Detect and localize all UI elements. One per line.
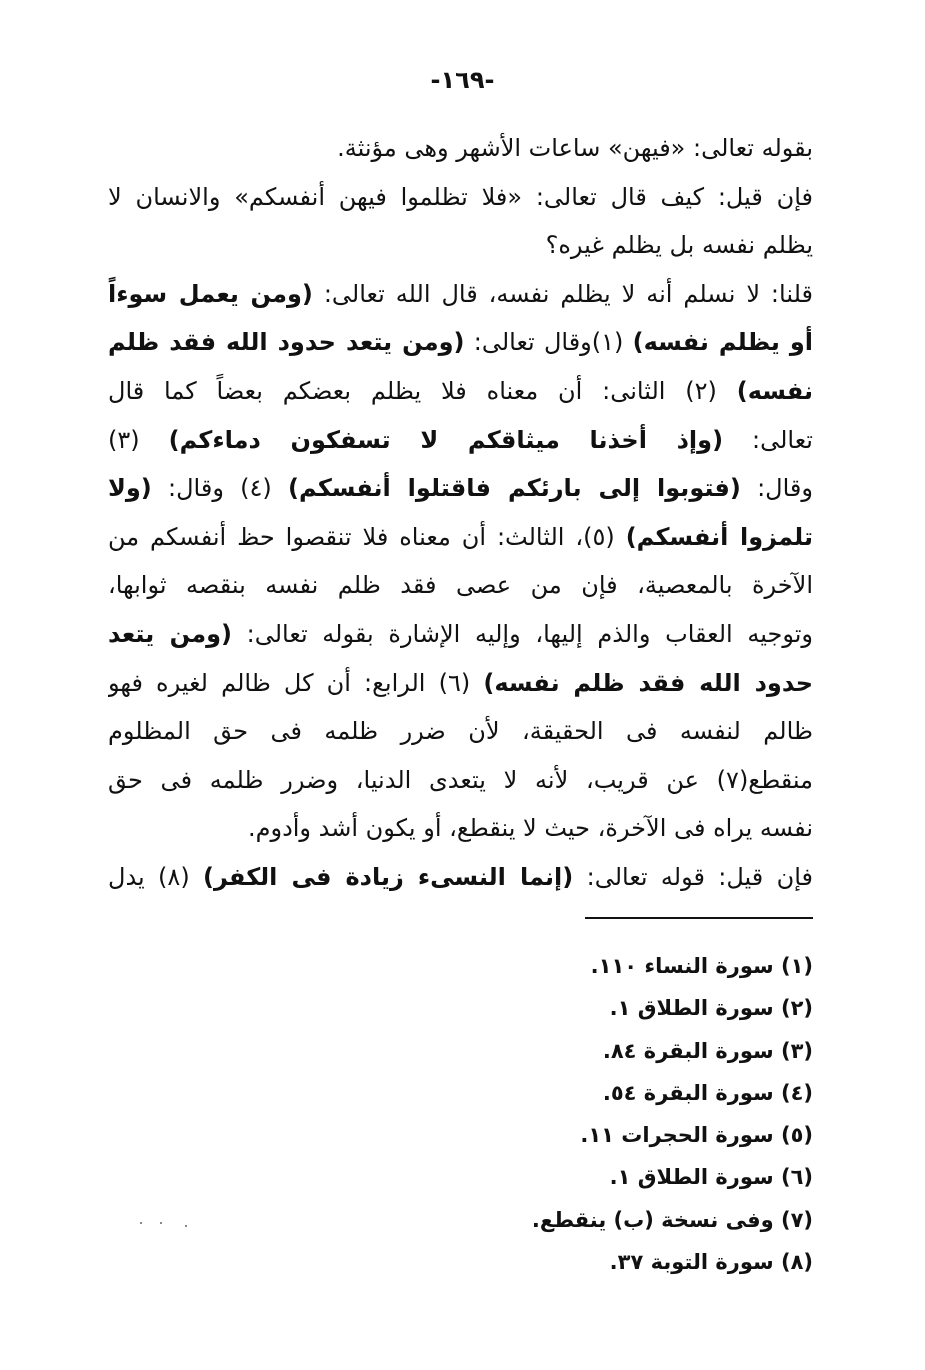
text-segment: (٣) [108,425,140,454]
text-line [108,707,813,756]
text-line [108,416,813,465]
page-number: -١٦٩- [430,66,495,94]
scan-speck [185,1225,187,1227]
text-line [108,561,813,610]
text-segment: فإن قيل: قوله تعالى: [586,862,813,891]
quran-quote: (وإذ أخذنا ميثاقكم لا تسفكون دماءكم) [168,425,724,454]
text-line [108,124,813,173]
text-segment: ظالم لنفسه فى الحقيقة، لأن ضرر ظلمه فى حق المظلوم [108,717,813,746]
footnote: (٨) سورة التوبة ٣٧. [609,1250,813,1275]
footnote: (١) سورة النساء ١١٠. [590,954,813,978]
text-line [108,659,813,708]
text-segment: منقطع(٧) عن قريب، لأنه لا يتعدى الدنيا، وضرر ظلمه فى حق [108,765,813,794]
text-segment: (٨) يدل [108,862,190,891]
footnote: (٧) وفى نسخة (ب) ينقطع. [531,1207,813,1232]
quran-quote: (ولا [108,474,152,503]
text-segment: الآخرة بالمعصية، فإن من عصى فقد ظلم نفسه بنقصه ثوابها، [108,571,813,600]
quran-quote: (ومن يتعد [108,619,232,648]
footnote: (٥) سورة الحجرات ١١. [580,1123,813,1148]
text-line [108,173,813,222]
scan-speck [160,1222,162,1224]
text-line [108,270,813,319]
text-line [108,804,813,853]
footnotes [453,945,813,1283]
quran-quote: حدود الله فقد ظلم نفسه) [483,668,813,697]
text-segment: نفسه يراه فى الآخرة، حيث لا ينقطع، أو يكون أشد وأدوم. [248,814,813,843]
body-text [108,124,813,902]
text-segment: يظلم نفسه بل يظلم غيره؟ [545,231,813,260]
quran-quote: (ومن يتعد حدود الله فقد ظلم [108,328,465,357]
quran-quote: (ومن يعمل سوءاً [108,279,313,308]
quran-quote: نفسه) [736,376,813,405]
quran-quote: (فتوبوا إلى بارئكم فاقتلوا أنفسكم) [288,474,741,503]
text-segment: بقوله تعالى: «فيهن» ساعات الأشهر وهى مؤنثة. [337,134,813,162]
text-segment: (٥)، الثالث: أن معناه فلا تنقصوا حظ أنفسكم من [108,522,615,551]
quran-quote: تلمزوا أنفسكم) [625,522,813,551]
text-line [108,367,813,416]
text-line [108,853,813,902]
text-segment: (١)وقال تعالى: [473,328,624,357]
quran-quote: أو يظلم نفسه) [632,328,813,357]
scan-speck [140,1222,142,1224]
text-segment: قلنا: لا نسلم أنه لا يظلم نفسه، قال الله تعالى: [323,279,813,308]
text-line [108,756,813,805]
text-line [108,221,813,270]
text-line [108,513,813,562]
quran-quote: (إنما النسىء زيادة فى الكفر) [203,862,574,891]
text-segment: فإن قيل: كيف قال تعالى: «فلا تظلموا فيهن أنفسكم» والانسان لا [108,182,813,211]
text-segment: (٤) وقال: [168,474,272,503]
text-segment: (٦) الرابع: أن كل ظالم لغيره فهو [108,668,471,697]
text-line [108,610,813,659]
text-segment: وقال: [757,474,813,503]
footnote: (٢) سورة الطلاق ١. [609,996,813,1021]
text-line [108,318,813,367]
footnote: (٣) سورة البقرة ٨٤. [602,1038,813,1063]
text-segment: تعالى: [752,425,813,454]
text-segment: وتوجيه العقاب والذم إليها، وإليه الإشارة بقوله تعالى: [246,619,813,648]
footnote: (٤) سورة البقرة ٥٤. [602,1080,813,1105]
footnote: (٦) سورة الطلاق ١. [609,1165,813,1190]
text-line [108,464,813,513]
text-segment: (٢) الثانى: أن معناه فلا يظلم بعضكم بعضاً كما قال [108,376,717,405]
footnote-rule [585,917,813,919]
